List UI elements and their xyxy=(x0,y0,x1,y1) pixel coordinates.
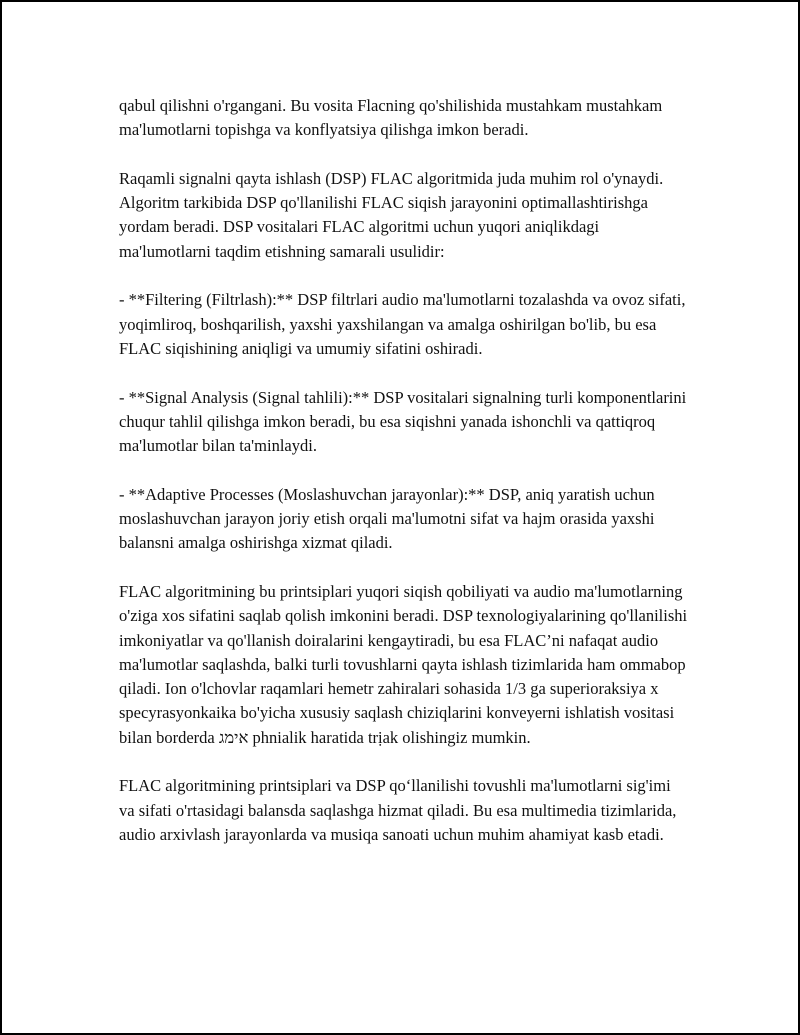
document-body xyxy=(119,94,689,847)
paragraph-conclusion: FLAC algoritmining printsiplari va DSP qo‘llanilishi tovushli ma'lumotlarni sig'imi va sifati o'rtasidagi balansda saqlashga hizmat qiladi. Bu esa multimedia tizimlarida, audio arxivlash jarayonlarda va musiqa sanoati uchun muhim ahamiyat kasb etadi. xyxy=(119,776,677,844)
paragraph-flac-principles: FLAC algoritmining bu printsiplari yuqori siqish qobiliyati va audio ma'lumotlarning o'ziga xos sifatini saqlab qolish imkonini beradi. DSP texnologiyalarining qo'llanilishi imkoniyatlar va qo'llanish doiralarini kengaytiradi, bu esa FLAC’ni nafaqat audio ma'lumotlar saqlashda, balki turli tovushlarni qayta ishlash tizimlarida ham ommabop qiladi. Ion o'lchovlar raqamlari hemetr zahiralari sohasida 1/3 ga superioraksiya x specyrasyonkaika bo'yicha xususiy saqlash chiziqlarini konveyerni ishlatish vositasi bilan borderda אימג phnialik haratida trịak olishingiz mumkin. xyxy=(119,581,688,747)
list-item-signal-analysis: - **Signal Analysis (Signal tahlili):** DSP vositalari signalning turli komponentlarini chuqur tahlil qilishga imkon beradi, bu esa siqishni yanada ishonchli va qattiqroq ma'lumotlar bilan ta'minlaydi. xyxy=(119,387,687,456)
list-item-adaptive-processes: - **Adaptive Processes (Moslashuvchan jarayonlar):** DSP, aniq yaratish uchun moslashuvchan jarayon joriy etish orqali ma'lumotni sifat va hajm orasida yaxshi balansni amalga oshirishga xizmat qiladi. xyxy=(119,484,655,553)
list-item-filtering: - **Filtering (Filtrlash):** DSP filtrlari audio ma'lumotlarni tozalashda va ovoz sifati, yoqimliroq, boshqarilish, yaxshi yaxshilangan va amalga oshirilgan bo'lib, bu esa FLAC siqishining aniqligi va umumiy sifatini oshiradi. xyxy=(119,290,686,358)
paragraph-intro-continuation: qabul qilishni o'rgangani. Bu vosita Flacning qo'shilishida mustahkam mustahkam ma'lumotlarni topishga va konflyatsiya qilishga imkon beradi. xyxy=(119,96,663,140)
paragraph-dsp-role: Raqamli signalni qayta ishlash (DSP) FLAC algoritmida juda muhim rol o'ynaydi. Algoritm tarkibida DSP qo'llanilishi FLAC siqish jarayonini optimallashtirishga yordam beradi. DSP vositalari FLAC algoritmi uchun yuqori aniqlikdagi ma'lumotlarni taqdim etishning samarali usulidir: xyxy=(119,168,664,261)
